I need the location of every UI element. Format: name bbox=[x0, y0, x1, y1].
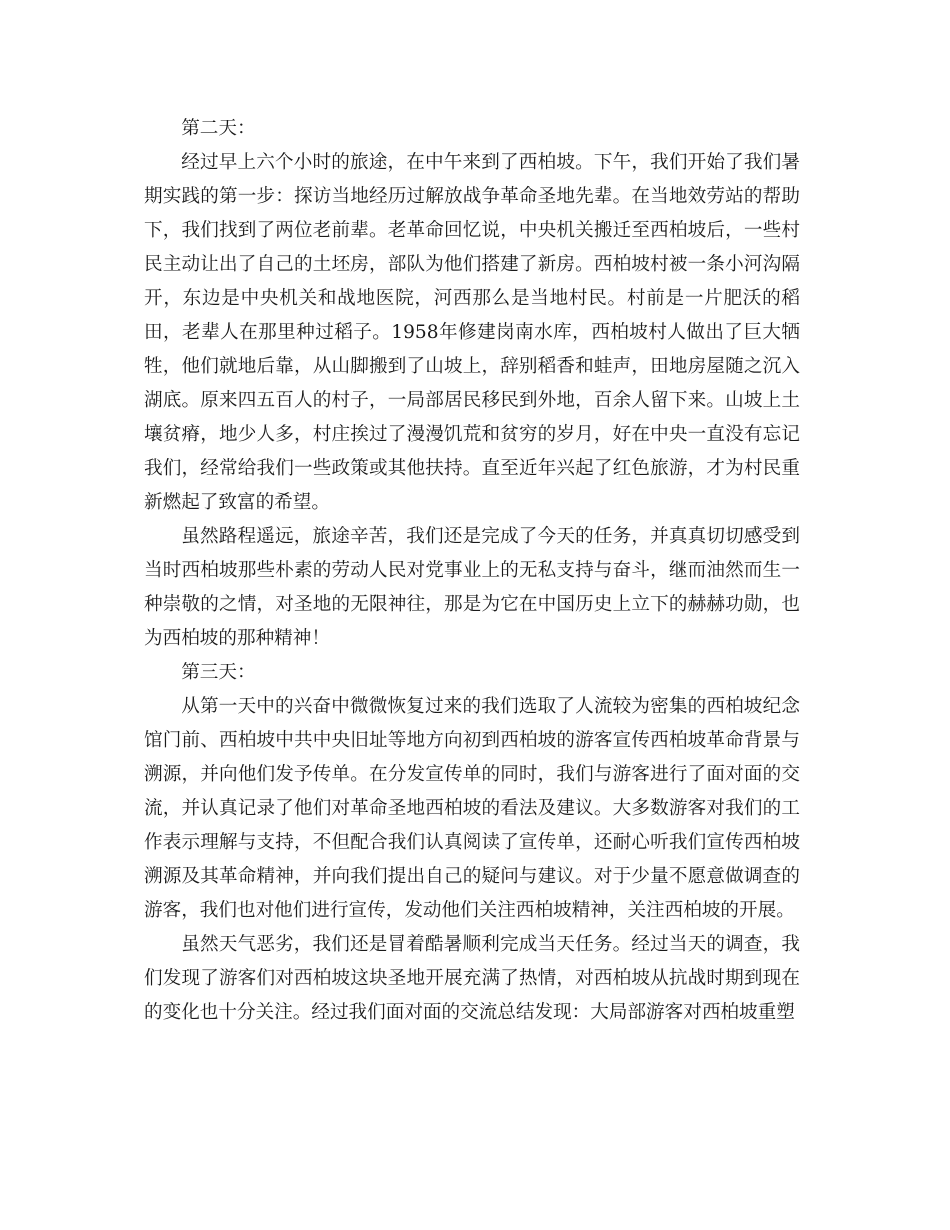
day-three-paragraph-2: 虽然天气恶劣，我们还是冒着酷暑顺利完成当天任务。经过当天的调查，我们发现了游客们对西柏坡这块圣地开展充满了热情，对西柏坡从抗战时期到现在的变化也十分关注。经过我们面对面的交流总结发现：大局部游客对西柏坡重塑 bbox=[144, 934, 800, 1023]
document-body bbox=[144, 112, 800, 1030]
day-two-heading: 第二天： bbox=[181, 118, 256, 139]
day-three-paragraph-1: 从第一天中的兴奋中微微恢复过来的我们选取了人流较为密集的西柏坡纪念馆门前、西柏坡中共中央旧址等地方向初到西柏坡的游客宣传西柏坡革命背景与溯源，并向他们发予传单。在分发宣传单的同时，我们与游客进行了面对面的交流，并认真记录了他们对革命圣地西柏坡的看法及建议。大多数游客对我们的工作表示理解与支持，不但配合我们认真阅读了宣传单，还耐心听我们宣传西柏坡溯源及其革命精神，并向我们提出自己的疑问与建议。对于少量不愿意做调查的游客，我们也对他们进行宣传，发动他们关注西柏坡精神，关注西柏坡的开展。 bbox=[144, 696, 800, 921]
day-two-paragraph-2: 虽然路程遥远，旅途辛苦，我们还是完成了今天的任务，并真真切切感受到当时西柏坡那些朴素的劳动人民对党事业上的无私支持与奋斗，继而油然而生一种崇敬的之情，对圣地的无限神往，那是为它在中国历史上立下的赫赫功勋，也为西柏坡的那种精神！ bbox=[144, 526, 800, 649]
day-two-paragraph-1: 经过早上六个小时的旅途，在中午来到了西柏坡。下午，我们开始了我们暑期实践的第一步：探访当地经历过解放战争革命圣地先辈。在当地效劳站的帮助下，我们找到了两位老前辈。老革命回忆说，中央机关搬迁至西柏坡后，一些村民主动让出了自己的土坯房，部队为他们搭建了新房。西柏坡村被一条小河沟隔开，东边是中央机关和战地医院，河西那么是当地村民。村前是一片肥沃的稻田，老辈人在那里种过稻子。1958年修建岗南水库，西柏坡村人做出了巨大牺牲，他们就地后靠，从山脚搬到了山坡上，辞别稻香和蛙声，田地房屋随之沉入湖底。原来四五百人的村子，一局部居民移民到外地，百余人留下来。山坡上土壤贫瘠，地少人多，村庄挨过了漫漫饥荒和贫穷的岁月，好在中央一直没有忘记我们，经常给我们一些政策或其他扶持。直至近年兴起了红色旅游，才为村民重新燃起了致富的希望。 bbox=[144, 152, 800, 513]
day-three-heading: 第三天： bbox=[181, 662, 256, 683]
